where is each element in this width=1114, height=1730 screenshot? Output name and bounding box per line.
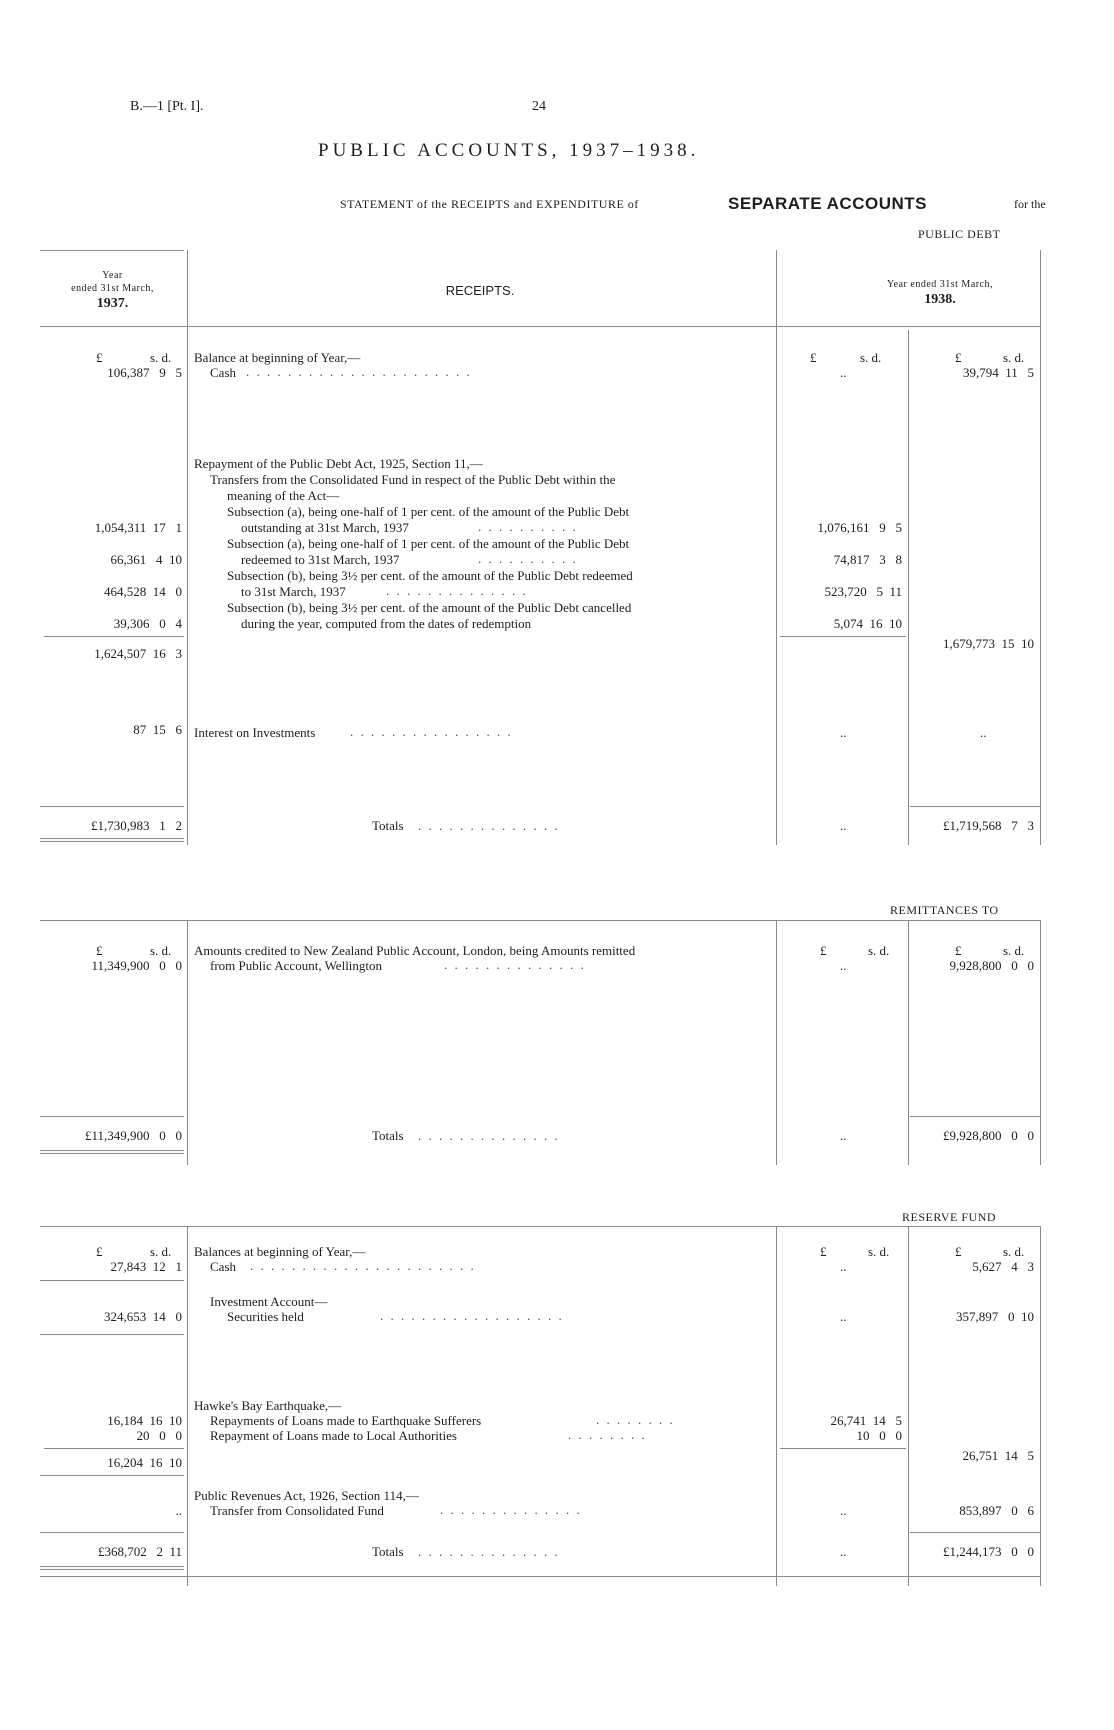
leader-dots: . . . . . . . . (596, 1412, 675, 1427)
totals-label: Totals (372, 1544, 404, 1559)
interest-1938-a: .. (840, 725, 847, 740)
header-top-rule (40, 250, 184, 251)
col-divider-3 (908, 1226, 909, 1586)
currency-pound: £ (96, 943, 103, 958)
remittance-1938-a: .. (840, 958, 847, 973)
leader-dots: . . . . . . . . . . . . . . (440, 1502, 582, 1517)
header-year-1937-l3: 1937. (96, 296, 129, 311)
subtotal-rule (44, 1448, 184, 1449)
statement-prefix: STATEMENT of the RECEIPTS and EXPENDITURE of (340, 197, 639, 211)
totals-label: Totals (372, 1128, 404, 1143)
securities-1938: 357,897 0 10 (956, 1309, 1034, 1324)
row-rule (40, 1334, 184, 1335)
totals-bottom-rule (40, 1153, 184, 1154)
currency-sd: s. d. (860, 350, 882, 365)
col-divider-3 (908, 330, 909, 845)
subsection-2-1937: 66,361 4 10 (110, 552, 182, 567)
col-divider-3 (908, 920, 909, 1165)
interest-1938-b: .. (980, 725, 987, 740)
subsection-4-line-1: Subsection (b), being 3½ per cent. of the amount of the Public Debt cancelled (227, 600, 632, 615)
currency-sd: s. d. (868, 943, 890, 958)
securities-label: Securities held (227, 1309, 304, 1324)
header-year-1937-l2: ended 31st March, (71, 283, 154, 294)
totals-top-rule (40, 1116, 184, 1117)
leader-dots: . . . . . . . . . . (478, 519, 578, 534)
subsection-1-1937: 1,054,311 17 1 (94, 520, 182, 535)
subsection-4-1937: 39,306 0 4 (113, 616, 182, 631)
subsection-4-1938: 5,074 16 10 (833, 616, 902, 631)
repayment-subtotal-1937: 1,624,507 16 3 (94, 646, 182, 661)
subtotal-rule (44, 636, 184, 637)
currency-pound: £ (955, 943, 962, 958)
interest-label: Interest on Investments (194, 725, 316, 740)
cash-1938-dots: .. (840, 365, 847, 380)
subsection-1-line-2: outstanding at 31st March, 1937 (241, 520, 409, 535)
cash-1937: 106,387 9 5 (107, 365, 182, 380)
remittance-totals-1938-a: .. (840, 1128, 847, 1143)
totals-1937: £1,730,983 1 2 (91, 818, 182, 833)
currency-sd: s. d. (150, 350, 172, 365)
balances-heading: Balances at beginning of Year,— (194, 1244, 366, 1259)
header-receipts: RECEIPTS. (445, 283, 515, 298)
repay-local-1938: 10 0 0 (856, 1428, 902, 1443)
hawkes-bay-heading: Hawke's Bay Earthquake,— (194, 1398, 342, 1413)
balance-heading: Balance at beginning of Year,— (194, 350, 361, 365)
col-divider-2 (776, 920, 777, 1165)
currency-pound: £ (820, 943, 827, 958)
currency-sd: s. d. (868, 1244, 890, 1259)
reserve-totals-1937: £368,702 2 11 (97, 1544, 182, 1559)
repay-sufferers-label: Repayments of Loans made to Earthquake Sufferers (210, 1413, 482, 1428)
investment-heading: Investment Account— (210, 1294, 328, 1309)
remittance-1938: 9,928,800 0 0 (949, 958, 1034, 973)
repay-local-label: Repayment of Loans made to Local Authorities (210, 1428, 457, 1443)
page-title: PUBLIC ACCOUNTS, 1937–1938. (318, 140, 700, 161)
cash-1938: 39,794 11 5 (962, 365, 1034, 380)
section-3-bottom-rule (40, 1576, 1040, 1577)
transfers-line-2: meaning of the Act— (227, 488, 340, 503)
transfer-label: Transfer from Consolidated Fund (210, 1503, 384, 1518)
repay-sufferers-1937: 16,184 16 10 (107, 1413, 182, 1428)
remittance-totals-1937: £11,349,900 0 0 (84, 1128, 182, 1143)
remittances-heading: REMITTANCES TO (890, 903, 999, 917)
remittance-totals-1938: £9,928,800 0 0 (943, 1128, 1034, 1143)
subsection-4-line-2: during the year, computed from the dates of redemption (241, 616, 532, 631)
totals-label: Totals (372, 818, 404, 833)
leader-dots: . . . . . . . . . . . . . . (386, 583, 528, 598)
reserve-cash-1937: 27,843 12 1 (110, 1259, 182, 1274)
account-name: PUBLIC DEBT (918, 227, 1001, 241)
col-divider-4 (1040, 250, 1041, 845)
hawkes-subtotal-1937: 16,204 16 10 (107, 1455, 182, 1470)
repayment-subtotal-1938: 1,679,773 15 10 (943, 636, 1034, 651)
reserve-totals-1938-a: .. (840, 1544, 847, 1559)
transfer-1938-a: .. (840, 1503, 847, 1518)
header-year-1938-l1: Year ended 31st March, (886, 279, 994, 290)
subsection-1-1938: 1,076,161 9 5 (817, 520, 902, 535)
subsection-1-line-1: Subsection (a), being one-half of 1 per cent. of the amount of the Public Debt (227, 504, 630, 519)
cash-label: Cash (210, 365, 236, 380)
leader-dots: . . . . . . . . . . . . . . . . . . . . . . (246, 364, 472, 379)
col-divider-2 (776, 1226, 777, 1586)
currency-pound: £ (955, 1244, 962, 1259)
subsection-3-line-1: Subsection (b), being 3½ per cent. of the amount of the Public Debt redeemed (227, 568, 633, 583)
leader-dots: . . . . . . . . . . . . . . (418, 1128, 560, 1143)
leader-dots: . . . . . . . . (568, 1427, 647, 1442)
subsection-2-line-2: redeemed to 31st March, 1937 (241, 552, 400, 567)
subsection-2-line-1: Subsection (a), being one-half of 1 per cent. of the amount of the Public Debt (227, 536, 630, 551)
currency-sd: s. d. (150, 943, 172, 958)
leader-dots: . . . . . . . . . . . . . . . . . . (380, 1308, 564, 1323)
public-revenues-heading: Public Revenues Act, 1926, Section 114,— (194, 1488, 419, 1503)
subtotal-rule (780, 1448, 906, 1449)
subsection-3-1938: 523,720 5 11 (824, 584, 902, 599)
totals-bottom-rule (40, 838, 184, 839)
totals-top-rule (40, 1532, 184, 1533)
totals-bottom-rule (40, 1150, 184, 1151)
col-divider-4 (1040, 1226, 1041, 1586)
header-bottom-rule (40, 326, 1040, 327)
totals-bottom-rule (40, 1566, 184, 1567)
repay-local-1937: 20 0 0 (136, 1428, 182, 1443)
header-year-1938-l2: 1938. (924, 292, 956, 307)
subsection-3-1937: 464,528 14 0 (104, 584, 182, 599)
statement-suffix: for the (1014, 197, 1046, 211)
leader-dots: . . . . . . . . . . . . . . . . . . . . . . (250, 1258, 476, 1273)
totals-bottom-rule (40, 1569, 184, 1570)
subsection-2-1938: 74,817 3 8 (833, 552, 902, 567)
leader-dots: . . . . . . . . . . . . . . (418, 818, 560, 833)
currency-sd: s. d. (1003, 1244, 1025, 1259)
currency-pound: £ (96, 1244, 103, 1259)
totals-top-rule (910, 1116, 1040, 1117)
leader-dots: . . . . . . . . . . (478, 551, 578, 566)
row-rule (40, 1475, 184, 1476)
page-number: 24 (532, 99, 546, 114)
col-divider-1 (187, 1226, 188, 1586)
totals-top-rule (910, 806, 1040, 807)
transfer-1937: .. (175, 1503, 182, 1518)
securities-1938-a: .. (840, 1309, 847, 1324)
transfer-1938: 853,897 0 6 (959, 1503, 1034, 1518)
totals-1938: £1,719,568 7 3 (943, 818, 1034, 833)
currency-sd: s. d. (150, 1244, 172, 1259)
remittance-desc-line-1: Amounts credited to New Zealand Public Account, London, being Amounts remitted (194, 943, 636, 958)
repay-sufferers-1938: 26,741 14 5 (830, 1413, 902, 1428)
reserve-fund-heading: RESERVE FUND (902, 1210, 997, 1224)
reserve-cash-1938: 5,627 4 3 (972, 1259, 1034, 1274)
leader-dots: . . . . . . . . . . . . . . (418, 1544, 560, 1559)
totals-top-rule (40, 806, 184, 807)
totals-bottom-rule (40, 841, 184, 842)
subsection-3-line-2: to 31st March, 1937 (241, 584, 346, 599)
col-divider-1 (187, 920, 188, 1165)
reserve-cash-1938-a: .. (840, 1259, 847, 1274)
totals-1938-a: .. (840, 818, 847, 833)
repayment-heading: Repayment of the Public Debt Act, 1925, Section 11,— (194, 456, 483, 471)
totals-top-rule (910, 1532, 1040, 1533)
reserve-totals-1938: £1,244,173 0 0 (943, 1544, 1034, 1559)
col-divider-2 (776, 250, 777, 845)
currency-pound: £ (820, 1244, 827, 1259)
reserve-cash-label: Cash (210, 1259, 236, 1274)
currency-sd: s. d. (1003, 350, 1025, 365)
col-divider-1 (187, 250, 188, 845)
interest-1937: 87 15 6 (133, 722, 182, 737)
statement-title: SEPARATE ACCOUNTS (728, 194, 927, 213)
transfers-line-1: Transfers from the Consolidated Fund in respect of the Public Debt within the (210, 472, 616, 487)
page-reference: B.—1 [Pt. I]. (130, 99, 204, 114)
row-rule (40, 1280, 184, 1281)
header-year-1937-l1: Year (102, 270, 123, 281)
section-2-top-rule (40, 920, 1040, 921)
hawkes-subtotal-1938: 26,751 14 5 (962, 1448, 1034, 1463)
section-3-top-rule (40, 1226, 1040, 1227)
currency-pound: £ (810, 350, 817, 365)
currency-sd: s. d. (1003, 943, 1025, 958)
currency-pound: £ (955, 350, 962, 365)
col-divider-4 (1040, 920, 1041, 1165)
currency-pound: £ (96, 350, 103, 365)
leader-dots: . . . . . . . . . . . . . . (444, 957, 586, 972)
securities-1937: 324,653 14 0 (104, 1309, 182, 1324)
subtotal-rule (780, 636, 906, 637)
remittance-1937: 11,349,900 0 0 (91, 958, 182, 973)
leader-dots: . . . . . . . . . . . . . . . . (350, 724, 513, 739)
remittance-desc-line-2: from Public Account, Wellington (210, 958, 383, 973)
